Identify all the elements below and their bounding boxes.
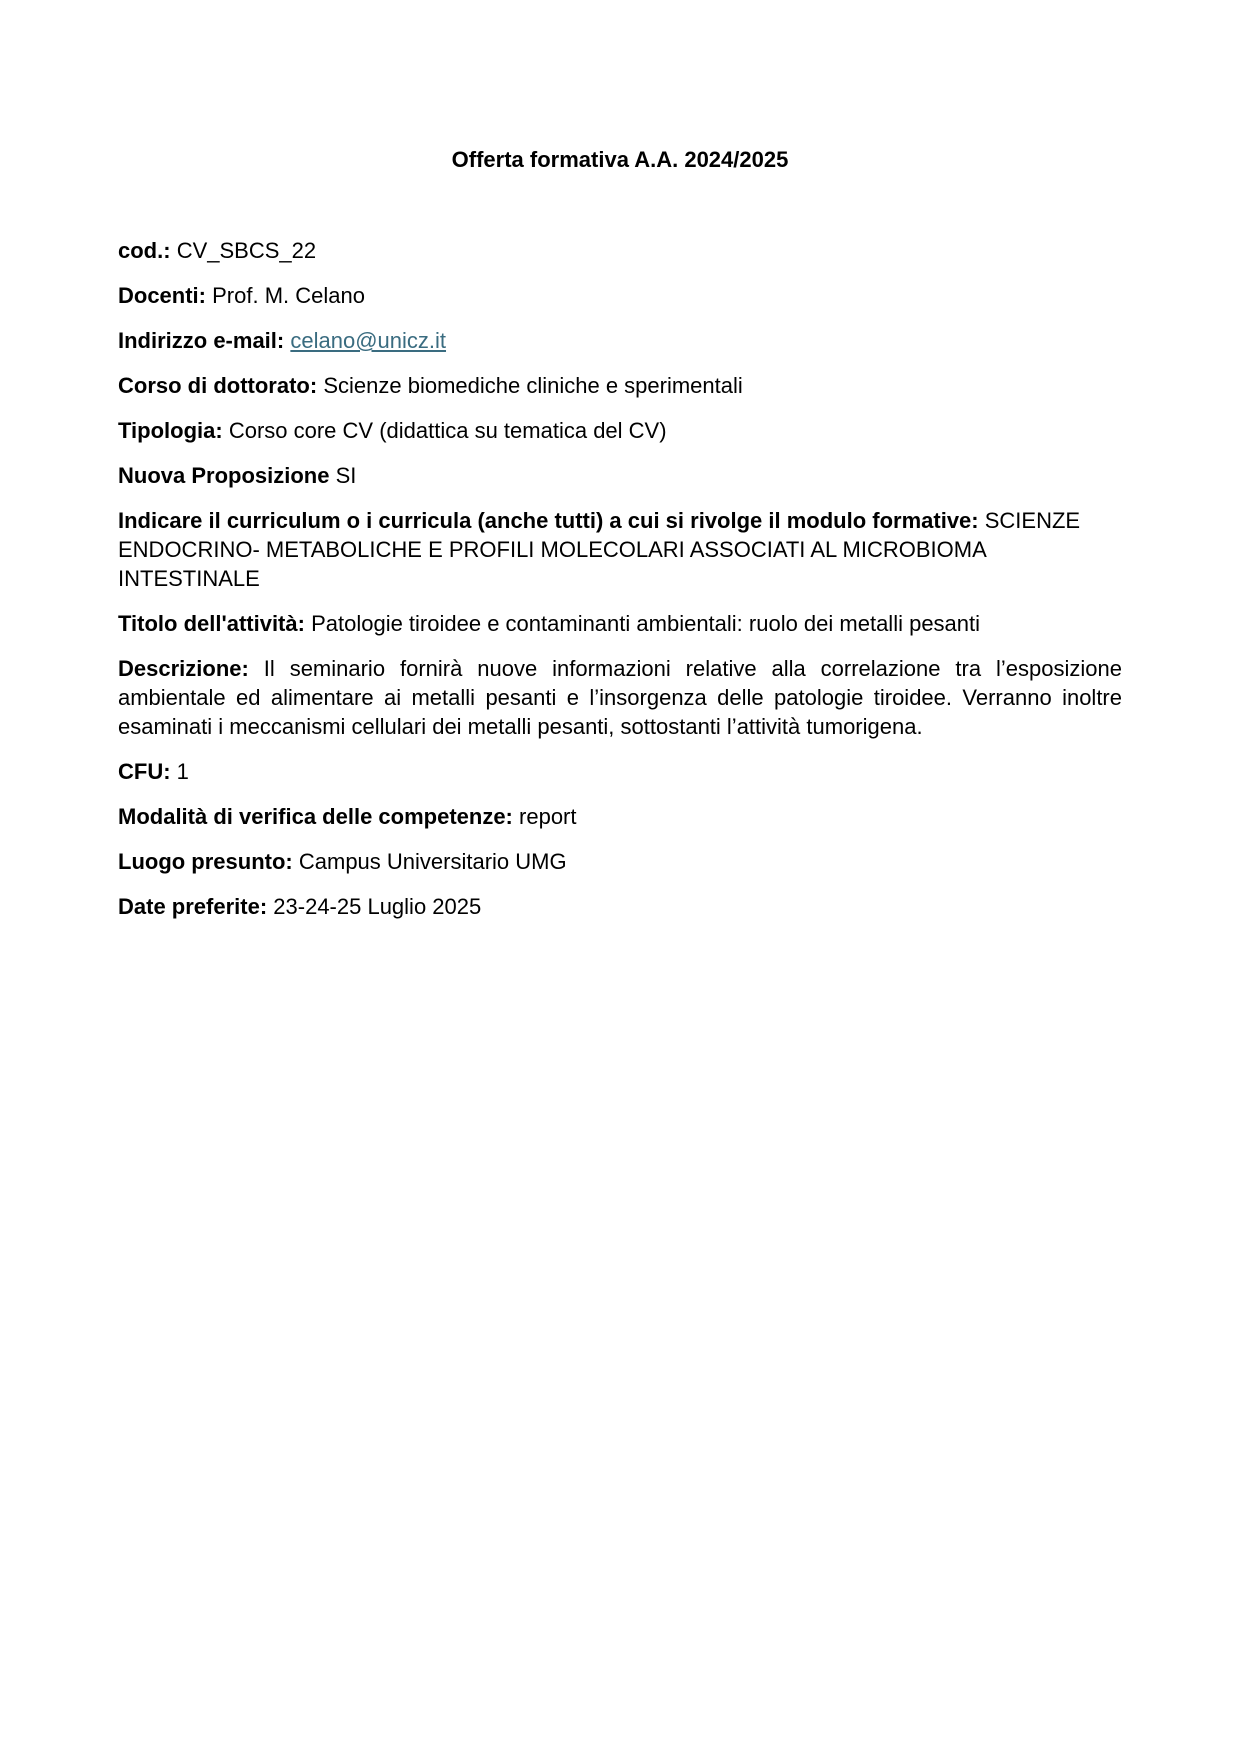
field-dates-label: Date preferite: (118, 894, 268, 919)
field-description-label: Descrizione: (118, 656, 249, 681)
field-cfu-label: CFU: (118, 759, 171, 784)
field-curriculum-value: SCIENZE ENDOCRINO- METABOLICHE E PROFILI MOLECOLARI ASSOCIATI AL MICROBIOMA INTESTINALE (118, 508, 1081, 591)
document-title: Offerta formativa A.A. 2024/2025 (451, 147, 789, 172)
field-curriculum (118, 506, 1122, 593)
field-dates-value: 23-24-25 Luglio 2025 (273, 894, 482, 919)
field-cfu-value: 1 (176, 759, 189, 784)
field-phd-course (118, 371, 1122, 400)
field-assessment (118, 802, 1122, 831)
field-activity-title-label: Titolo dell'attività: (118, 611, 305, 636)
field-location-label: Luogo presunto: (118, 849, 293, 874)
field-assessment-label: Modalità di verifica delle competenze: (118, 804, 513, 829)
field-dates (118, 892, 1122, 921)
field-code (118, 236, 1122, 265)
field-type-value: Corso core CV (didattica su tematica del CV) (228, 418, 667, 443)
field-description (118, 654, 1122, 741)
email-link[interactable]: celano@unicz.it (290, 328, 447, 353)
field-activity-title (118, 609, 1122, 638)
field-new-proposal-value: SI (335, 463, 357, 488)
field-new-proposal-label: Nuova Proposizione (118, 463, 330, 488)
field-curriculum-label: Indicare il curriculum o i curricula (anche tutti) a cui si rivolge il modulo formative: (118, 508, 979, 533)
field-phd-course-value: Scienze biomediche cliniche e sperimentali (323, 373, 743, 398)
field-code-label: cod.: (118, 238, 171, 263)
field-type (118, 416, 1122, 445)
field-teachers (118, 281, 1122, 310)
field-description-value: Il seminario fornirà nuove informazioni relative alla correlazione tra l’esposizione ambientale ed alimentare ai metalli pesanti e l’insorgenza delle patologie tiroidee. Verranno inoltre esaminati i meccanismi cellulari dei metalli pesanti, sottostanti l’attività tumorigena. (118, 656, 1122, 739)
field-teachers-label: Docenti: (118, 283, 206, 308)
field-teachers-value: Prof. M. Celano (212, 283, 365, 308)
field-assessment-value: report (519, 804, 577, 829)
field-code-value: CV_SBCS_22 (176, 238, 317, 263)
field-location (118, 847, 1122, 876)
field-new-proposal (118, 461, 1122, 490)
field-cfu (118, 757, 1122, 786)
field-email (118, 326, 1122, 355)
field-type-label: Tipologia: (118, 418, 223, 443)
field-email-label: Indirizzo e-mail: (118, 328, 285, 353)
field-activity-title-value: Patologie tiroidee e contaminanti ambientali: ruolo dei metalli pesanti (311, 611, 981, 636)
field-phd-course-label: Corso di dottorato: (118, 373, 318, 398)
field-location-value: Campus Universitario UMG (298, 849, 567, 874)
course-fields (118, 236, 1122, 937)
